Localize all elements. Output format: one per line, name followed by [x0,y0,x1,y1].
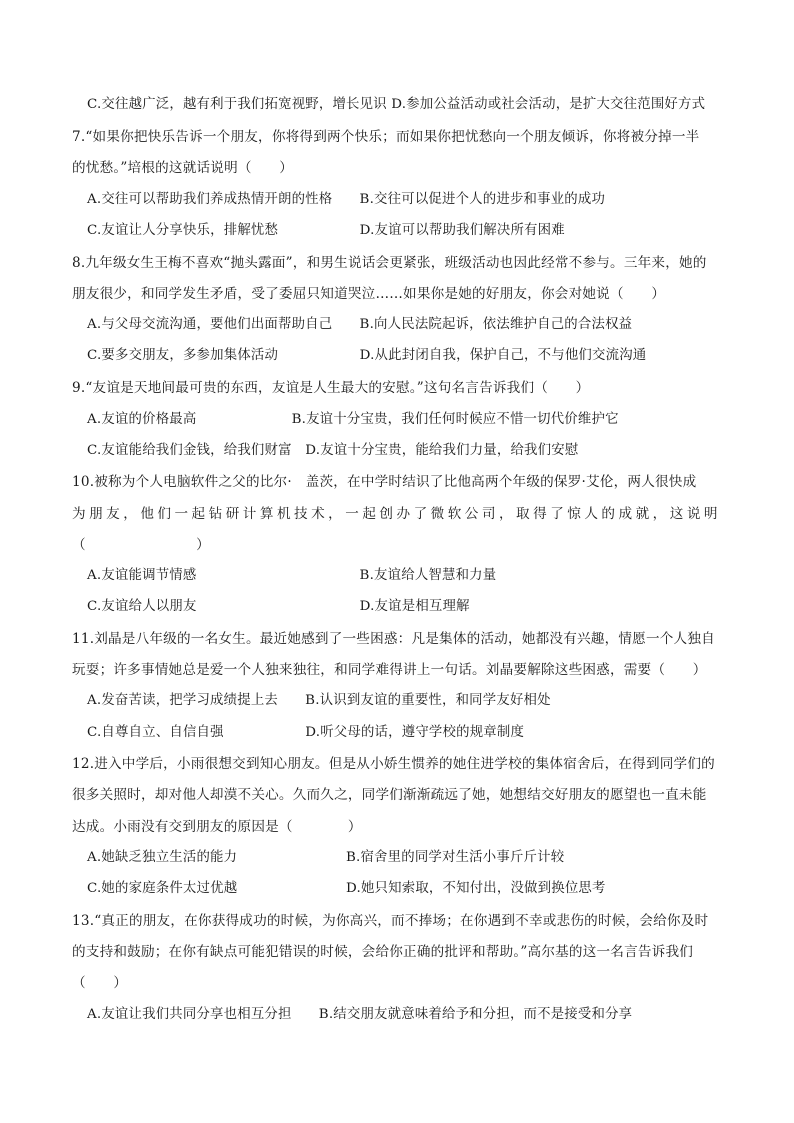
justified-char: 就 [635,506,650,522]
justified-char: 了 [413,506,428,522]
q10-options-a-b: A.友谊能调节情感 B.友谊给人智慧和力量 [87,568,497,583]
q10-stem-line2 [72,504,718,524]
q11-options-c-d: C.自尊自立、自信自强 D.听父母的话，遵守学校的规章制度 [87,725,525,740]
q12-stem-line2: 很多关照时，却对他人却漠不关心。久而久之，同学们渐渐疏远了她，她想结交好朋友的愿望也一直未能 [72,787,707,803]
justified-char: 计 [242,506,257,522]
justified-char: 办 [396,506,411,522]
q12-stem-line3: 达成。小雨没有交到朋友的原因是（ ） [72,819,362,835]
justified-char: 这 [669,506,684,522]
justified-char: 他 [140,506,155,522]
justified-char: 一 [345,506,360,522]
q12-stem-line1: 12.进入中学后，小雨很想交到知心朋友。但是从小娇生惯养的她住进学校的集体宿舍后，在得到同学们的 [72,756,715,772]
q8-stem-line2: 朋友很少，和同学发生矛盾，受了委屈只知道哭泣……如果你是她的好朋友，你会对她说（ ） [72,286,666,302]
justified-char: 友 [106,506,120,522]
justified-char: 术 [311,506,325,522]
q12-options-a-b: A.她缺乏独立生活的能力 B.宿舍里的同学对生活小事斤斤计较 [87,850,565,865]
q10-stem-line1: 10.被称为个人电脑软件之父的比尔· 盖茨，在中学时结识了比他高两个年级的保罗·艾伦，两人很快成 [72,474,697,490]
q11-options-a-b: A.发奋苦读，把学习成绩提上去 B.认识到友谊的重要性，和同学友好相处 [87,693,551,708]
justified-char: 了 [550,506,564,522]
justified-char: 为 [72,506,86,522]
justified-char: 起 [191,506,206,522]
q8-options-c-d: C.要多交朋友，多参加集体活动 D.从此封闭自我，保护自己，不与他们交流沟通 [87,348,647,363]
justified-char: 钻 [208,506,223,522]
q13-answer-blank: （ ） [72,975,128,991]
q8-stem-line1: 8.九年级女生王梅不喜欢“抛头露面”，和男生说话会更紧张，班级活动也因此经常不参与。三年来，她的 [72,255,707,271]
justified-char: ， [328,506,342,522]
q13-options-a-b: A.友谊让我们共同分享也相互分担 B.结交朋友就意味着给予和分担，而不是接受和分享 [87,1007,633,1022]
justified-char: 明 [703,506,718,522]
justified-char: 创 [379,506,394,522]
q6-option-c-d: C.交往越广泛，越有利于我们拓宽视野，增长见识 D.参加公益活动或社会活动，是扩大交往范围好方式 [87,97,706,112]
q9-options-a-b: A.友谊的价格最高 B.友谊十分宝贵，我们任何时候应不惜一切代价维护它 [87,412,619,427]
q13-stem-line1: 13.“真正的朋友，在你获得成功的时候，为你高兴，而不捧场；在你遇到不幸或悲伤的时候，会给你及时 [72,913,709,929]
justified-char: ， [498,506,513,522]
q10-answer-blank: （ ） [72,537,210,553]
justified-char: 说 [686,506,701,522]
justified-char: 研 [225,506,240,522]
justified-char: 取 [516,506,530,522]
justified-char: 惊 [567,506,582,522]
q9-stem: 9.“友谊是天地间最可贵的东西，友谊是人生最大的安慰。”这句名言告诉我们（ ） [72,380,590,396]
q12-options-c-d: C.她的家庭条件太过优越 D.她只知索取，不知付出，没做到换位思考 [87,881,606,896]
justified-char: 的 [601,506,616,522]
q7-stem-line1: 7.“如果你把快乐告诉一个朋友，你将得到两个快乐；而如果你把忧愁向一个朋友倾诉，你将被分掉一半 [72,129,700,145]
justified-char: 算 [259,506,274,522]
justified-char: 司 [481,506,496,522]
q7-options-a-b: A.交往可以帮助我们养成热情开朗的性格 B.交往可以促进个人的进步和事业的成功 [87,192,606,207]
q13-stem-line2: 的支持和鼓励；在你有缺点可能犯错误的时候，会给你正确的批评和帮助。”高尔基的这一名言告诉我们 [72,944,694,960]
q9-options-c-d: C.友谊能给我们金钱，给我们财富 D.友谊十分宝贵，能给我们力量，给我们安慰 [87,443,579,458]
justified-char: 人 [584,506,599,522]
q10-options-c-d: C.友谊给人以朋友 D.友谊是相互理解 [87,599,470,614]
justified-char: ， [123,506,138,522]
justified-char: 得 [533,506,547,522]
q11-stem-line1: 11.刘晶是八年级的一名女生。最近她感到了一些困惑：凡是集体的活动，她都没有兴趣，情愿一个人独自 [72,631,715,647]
q7-stem-line2: 的忧愁。”培根的这就话说明（ ） [72,160,294,176]
q7-options-c-d: C.友谊让人分享快乐，排解忧愁 D.友谊可以帮助我们解决所有困难 [87,223,565,238]
justified-char: 机 [276,506,291,522]
justified-char: 一 [174,506,189,522]
justified-char: ， [652,506,667,522]
justified-char: 微 [430,506,445,522]
justified-char: 起 [362,506,377,522]
justified-char: 成 [618,506,633,522]
justified-char: 们 [157,506,172,522]
q11-stem-line2: 玩耍；许多事情她总是爱一个人独来独往，和同学难得讲上一句话。刘晶要解除这些困惑，需要（ ） [72,662,707,678]
justified-char: 技 [294,506,308,522]
justified-char: 朋 [89,506,103,522]
justified-char: 软 [447,506,462,522]
justified-char: 公 [464,506,479,522]
q8-options-a-b: A.与父母交流沟通，要他们出面帮助自己 B.向人民法院起诉，依法维护自己的合法权益 [87,317,633,332]
